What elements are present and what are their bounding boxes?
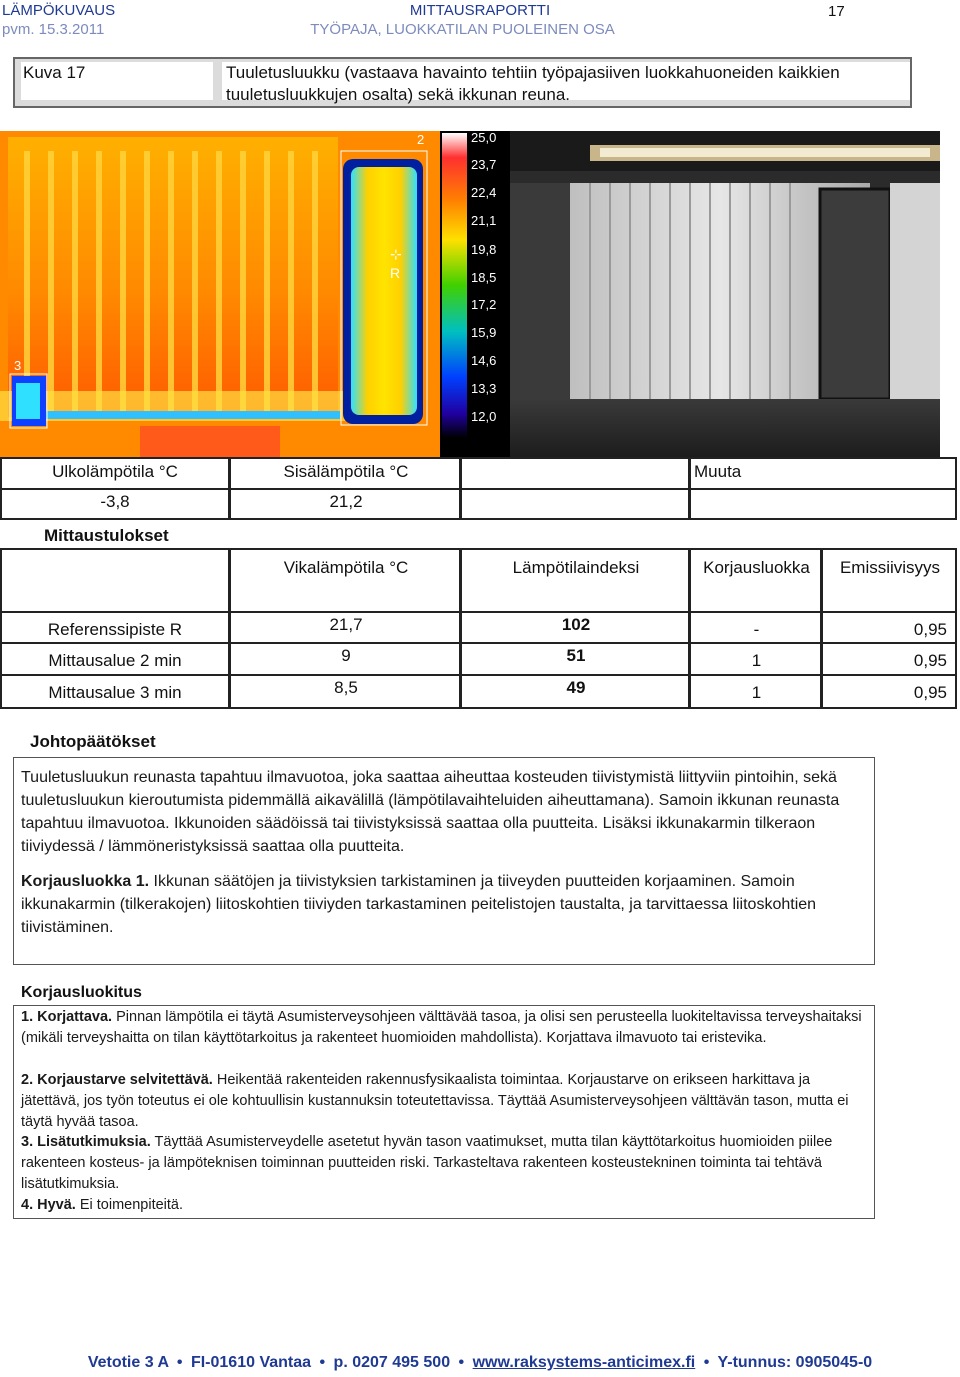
conclusions-repair-paragraph xyxy=(21,870,871,939)
row-index: 102 xyxy=(561,615,591,634)
classification-item xyxy=(21,1132,871,1195)
visual-photo xyxy=(510,131,940,458)
repair-class-text: Ikkunan säätöjen ja tiivistyksien tarkistaminen ja tiiveyden puutteiden korjaaminen. Samoin ikkunakarmin (tilkerakojen) liitoskohtien tiiviyden tarkastaminen peitelistojen taustalta, ja tarvittaessa liitoskohtien tiivistäminen. xyxy=(21,873,817,936)
scale-label: 25,0 xyxy=(471,131,497,145)
temperature-scale-bar xyxy=(442,133,467,438)
row-name: Mittausalue 2 min xyxy=(48,651,182,670)
classification-item xyxy=(21,1070,871,1133)
figure-label: Kuva 17 xyxy=(21,62,213,100)
page-number: 17 xyxy=(828,3,845,20)
figure-caption xyxy=(13,57,912,108)
class-text: Heikentää rakenteiden rakennusfysikaalista toimintaa. Korjaustarve on erikseen harkittava ja jätettävä, jos työn toteutus ei ole kohtuullisin kustannuksin toteutettavissa. Täyttää Asumisterveysohjeen välttävän tason, mutta ei täytä hyvää tasoa. xyxy=(21,1072,849,1130)
footer-business-id: Y-tunnus: 0905045-0 xyxy=(717,1354,873,1371)
row-name: Mittausalue 3 min xyxy=(48,683,182,702)
crosshair-icon: ⊹ xyxy=(390,246,402,262)
conclusions-box xyxy=(13,757,875,965)
marker-r: R xyxy=(390,265,401,281)
class-text: Ei toimenpiteitä. xyxy=(75,1197,184,1213)
indoor-temp-label: Sisälämpötila °C xyxy=(283,462,409,481)
conclusions-title: Johtopäätökset xyxy=(30,732,156,751)
report-date: pvm. 15.3.2011 xyxy=(2,21,105,38)
scale-label: 22,4 xyxy=(471,185,497,200)
conclusions-paragraph: Tuuletusluukun reunasta tapahtuu ilmavuotoa, joka saattaa aiheuttaa kosteuden tiivistymistä liittyviin pintoihin, sekä tuuletusluukun kieroutumista pidemmällä aikavälillä (lämpötilavaihteluiden aiheuttamana). Samoin ikkunan reunasta tapahtuu ilmavuotoa. Ikkunoiden säädöissä tai tiivistyksissä saattaa olla puutteita. Lisäksi ikkunakarmin tilkeraon tiiviydessä / lämmöneristyksissä saattaa olla puutteita. xyxy=(21,769,840,855)
marker-2: 2 xyxy=(417,132,425,147)
classification-item xyxy=(21,1195,871,1216)
outdoor-temp-value: -3,8 xyxy=(100,492,130,511)
class-label: 2. Korjaustarve selvitettävä. xyxy=(21,1072,213,1088)
row-class: 1 xyxy=(751,683,762,702)
row-emissivity: 0,95 xyxy=(913,620,947,639)
figure-description: Tuuletusluukku (vastaava havainto tehtiin työpajasiiven luokkahuoneiden kaikkien tuuletusluukkujen osalta) sekä ikkunan reuna. xyxy=(222,62,910,100)
footer-postal: FI-01610 Vantaa xyxy=(190,1354,312,1371)
report-type: LÄMPÖKUVAUS xyxy=(2,2,116,19)
scale-label: 23,7 xyxy=(471,157,497,172)
repair-class-label: Korjausluokka 1. xyxy=(21,873,150,890)
report-subtitle: TYÖPAJA, LUOKKATILAN PUOLEINEN OSA xyxy=(310,21,615,38)
scale-label: 12,0 xyxy=(471,409,497,424)
scale-label: 19,8 xyxy=(471,242,497,257)
row-emissivity: 0,95 xyxy=(913,651,947,670)
col-header-temp-index: Lämpötilaindeksi xyxy=(512,558,640,577)
scale-label: 14,6 xyxy=(471,353,497,368)
row-index: 49 xyxy=(566,678,586,697)
classification-item xyxy=(21,1007,871,1049)
row-temp: 9 xyxy=(341,646,351,665)
class-text: Täyttää Asumisterveydelle asetetut hyvän tason vaatimukset, mutta tilan käyttötarkoitus huomioiden piilee rakenteen kosteus- ja lämpöteknisen toiminnan puutteiden riski. Tarkasteltava rakenteen kosteustekninen toiminta tai tehtävä lisätutkimuksia. xyxy=(21,1134,833,1192)
scale-label: 18,5 xyxy=(471,270,497,285)
col-header-defect-temp: Vikalämpötila °C xyxy=(283,558,409,577)
other-label: Muuta xyxy=(694,462,742,481)
class-text: Pinnan lämpötila ei täytä Asumisterveysohjeen välttävää tasoa, ja olisi sen perusteella luokiteltavissa terveyshaitaksi (mikäli terveyshaitta on tilan käyttötarkoitus ja rakenteet huomioiden mahdollista). Korjattava ilmavuoto tai eristevika. xyxy=(21,1009,862,1046)
report-title: MITTAUSRAPORTTI xyxy=(409,2,551,19)
col-header-repair-class: Korjausluokka xyxy=(703,558,810,577)
row-temp: 21,7 xyxy=(329,615,363,634)
outdoor-temp-label: Ulkolämpötila °C xyxy=(52,462,178,481)
classification-box xyxy=(13,1005,875,1219)
row-name: Referenssipiste R xyxy=(47,620,183,639)
footer-website-link[interactable]: www.raksystems-anticimex.fi xyxy=(472,1354,696,1371)
results-table xyxy=(0,457,957,709)
footer: Vetotie 3 A • FI-01610 Vantaa • p. 0207 495 500 • www.raksystems-anticimex.fi • Y-tunnus: 0905045-0 xyxy=(87,1354,873,1371)
class-label: 1. Korjattava. xyxy=(21,1009,113,1025)
results-title: Mittaustulokset xyxy=(44,526,169,545)
row-class: 1 xyxy=(751,651,762,670)
scale-label: 15,9 xyxy=(471,325,497,340)
scale-label: 21,1 xyxy=(471,213,497,228)
scale-label: 17,2 xyxy=(471,297,497,312)
marker-3: 3 xyxy=(14,358,22,373)
thermal-image xyxy=(0,131,510,458)
row-class: - xyxy=(753,620,760,639)
scale-label: 13,3 xyxy=(471,381,497,396)
footer-address: Vetotie 3 A xyxy=(87,1354,169,1371)
footer-phone: p. 0207 495 500 xyxy=(333,1354,451,1371)
row-index: 51 xyxy=(566,646,586,665)
class-label: 3. Lisätutkimuksia. xyxy=(21,1134,151,1150)
row-temp: 8,5 xyxy=(334,678,358,697)
indoor-temp-value: 21,2 xyxy=(329,492,363,511)
classification-title: Korjausluokitus xyxy=(21,984,142,1001)
col-header-emissivity: Emissiivisyys xyxy=(839,558,941,577)
row-emissivity: 0,95 xyxy=(913,683,947,702)
class-label: 4. Hyvä. xyxy=(21,1197,76,1213)
